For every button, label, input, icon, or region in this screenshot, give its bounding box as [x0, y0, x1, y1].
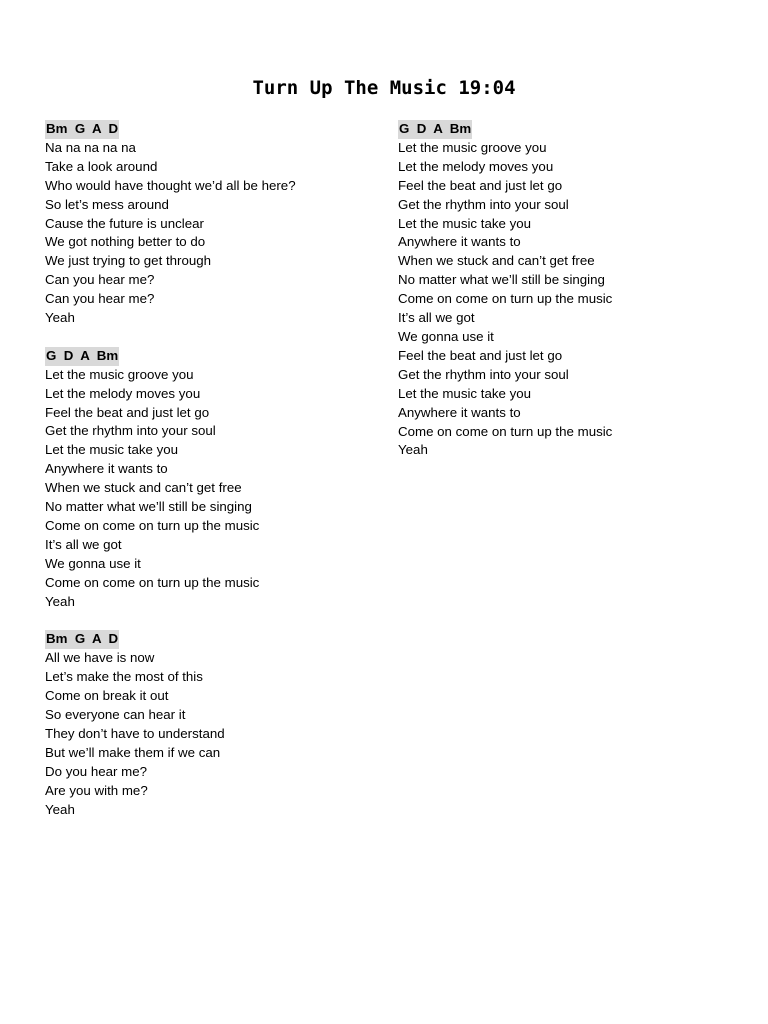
lyric-line: Let the music groove you [398, 139, 547, 155]
lyric-line: We gonna use it [398, 328, 494, 344]
lyric-line: No matter what we’ll still be singing [398, 272, 605, 288]
lyric-line: Anywhere it wants to [398, 234, 521, 250]
chorus-section [45, 347, 375, 612]
lyric-line: Yeah [45, 310, 75, 326]
lyric-line: Na na na na na [45, 139, 136, 155]
lyric-line: When we stuck and can’t get free [398, 253, 595, 269]
left-column [45, 120, 375, 838]
lyric-line: It’s all we got [45, 536, 122, 552]
lyric-line: Let the music take you [398, 215, 532, 231]
verse-section [45, 630, 375, 819]
song-title: Turn Up The Music 19:04 [252, 77, 516, 99]
chord-progression: G D A Bm [398, 120, 472, 139]
lyric-line: Anywhere it wants to [398, 404, 521, 420]
chord-progression: G D A Bm [45, 347, 119, 366]
lyric-line: Let the music groove you [45, 366, 194, 382]
chord-progression: Bm G A D [45, 120, 119, 139]
lyric-line: Let the music take you [398, 385, 532, 401]
chord-progression: Bm G A D [45, 630, 119, 649]
lyric-line: But we’ll make them if we can [45, 744, 221, 760]
lyric-line: Let the melody moves you [398, 158, 554, 174]
lyric-line: Cause the future is unclear [45, 215, 204, 231]
lyric-line: Feel the beat and just let go [398, 177, 563, 193]
verse-section [45, 120, 375, 328]
lyric-line: Do you hear me? [45, 763, 147, 779]
chorus-section [398, 120, 728, 460]
lyric-line: Are you with me? [45, 782, 148, 798]
lyric-line: Get the rhythm into your soul [398, 366, 569, 382]
lyric-line: Get the rhythm into your soul [45, 423, 216, 439]
lyric-line: No matter what we’ll still be singing [45, 499, 252, 515]
lyric-line: When we stuck and can’t get free [45, 480, 242, 496]
lyric-line: Come on come on turn up the music [45, 518, 260, 534]
lyric-line: Yeah [45, 801, 75, 817]
lyric-line: We got nothing better to do [45, 234, 206, 250]
lyric-line: We gonna use it [45, 555, 141, 571]
lyric-line: Yeah [398, 442, 428, 458]
lyric-line: Come on come on turn up the music [398, 423, 613, 439]
lyric-line: Anywhere it wants to [45, 461, 168, 477]
lyric-line: Who would have thought we’d all be here? [45, 177, 296, 193]
lyric-line: Let the melody moves you [45, 385, 201, 401]
lyric-line: Feel the beat and just let go [398, 347, 563, 363]
lyric-line: Come on come on turn up the music [398, 291, 613, 307]
lyric-line: Get the rhythm into your soul [398, 196, 569, 212]
lyric-line: All we have is now [45, 650, 155, 666]
lyric-line: They don’t have to understand [45, 725, 225, 741]
lyric-line: Can you hear me? [45, 291, 155, 307]
lyric-line: So let’s mess around [45, 196, 169, 212]
lyric-line: We just trying to get through [45, 253, 212, 269]
lyric-line: Feel the beat and just let go [45, 404, 210, 420]
lyric-line: Can you hear me? [45, 272, 155, 288]
lyric-line: It’s all we got [398, 310, 475, 326]
lyric-line: Come on break it out [45, 688, 169, 704]
lyric-line: Take a look around [45, 158, 158, 174]
lyric-line: So everyone can hear it [45, 707, 186, 723]
lyric-line: Yeah [45, 593, 75, 609]
lyric-line: Let’s make the most of this [45, 669, 203, 685]
right-column [398, 120, 728, 479]
lyric-line: Let the music take you [45, 442, 179, 458]
lyric-line: Come on come on turn up the music [45, 574, 260, 590]
